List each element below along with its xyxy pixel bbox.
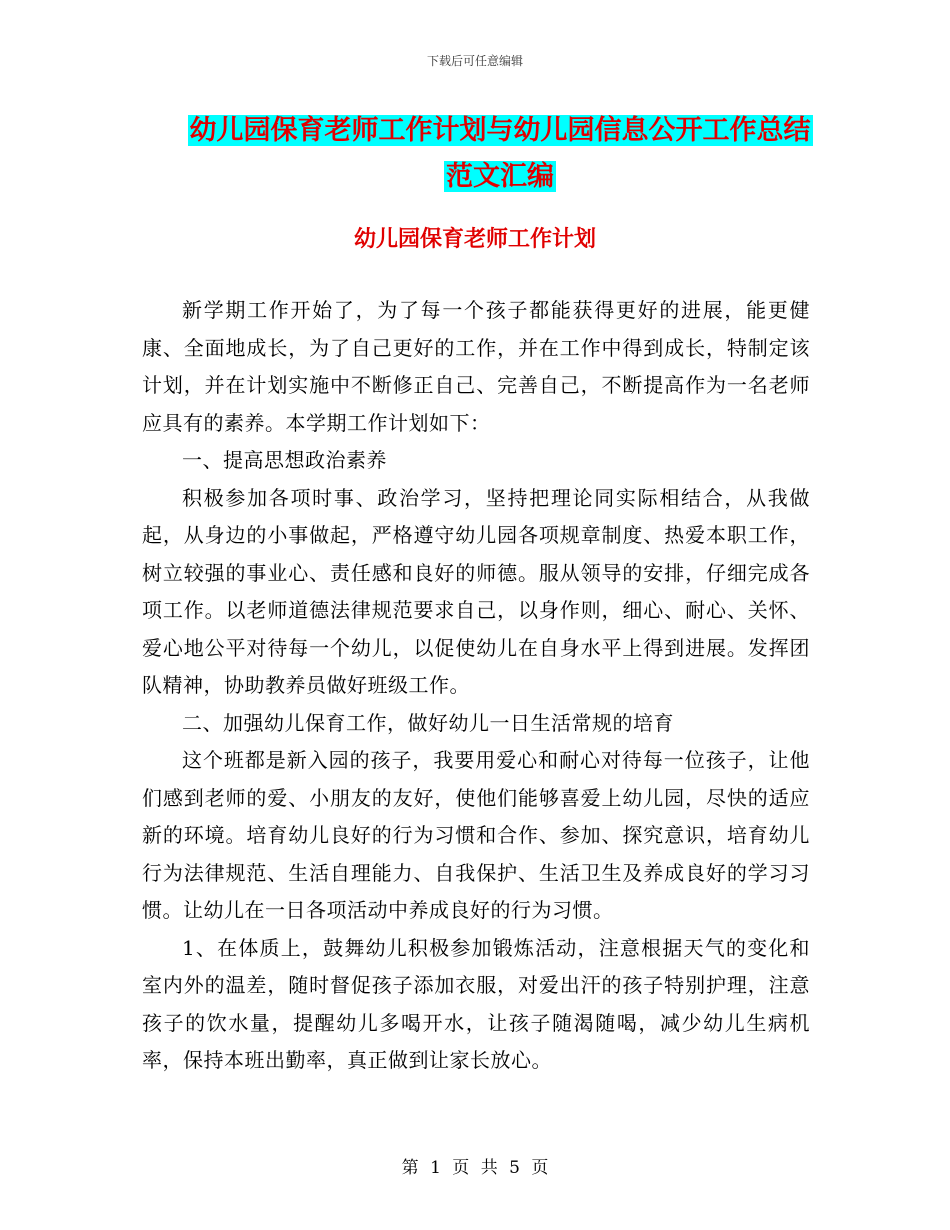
section-title: 幼儿园保育老师工作计划 <box>353 227 596 252</box>
paragraph-1: 积极参加各项时事、政治学习，坚持把理论同实际相结合，从我做起，从身边的小事做起，严格遵守幼儿园各项规章制度、热爱本职工作，树立较强的事业心、责任感和良好的师德。服从领导的安排，仔细完成各项工作。以老师道德法律规范要求自己，以身作则，细心、耐心、关怀、爱心地公平对待每一个幼儿，以促使幼儿在自身水平上得到进展。发挥团队精神，协助教养员做好班级工作。 <box>142 485 810 697</box>
page-number: 第 1 页 共 5 页 <box>401 1158 549 1178</box>
document-title <box>160 108 840 200</box>
header-note: 下载后可任意编辑 <box>426 54 523 68</box>
heading-1: 一、提高思想政治素养 <box>182 448 387 472</box>
document-title-line-1: 幼儿园保育老师工作计划与幼儿园信息公开工作总结 <box>189 115 811 146</box>
heading-2: 二、加强幼儿保育工作，做好幼儿一日生活常规的培育 <box>182 710 674 735</box>
document-body <box>142 292 810 1080</box>
paragraph-intro: 新学期工作开始了，为了每一个孩子都能获得更好的进展，能更健康、全面地成长，为了自己更好的工作，并在工作中得到成长，特制定该计划，并在计划实施中不断修正自己、完善自己，不断提高作为一名老师应具有的素养。本学期工作计划如下： <box>142 298 810 435</box>
document-title-line-2: 范文汇编 <box>446 161 554 192</box>
paragraph-2: 这个班都是新入园的孩子，我要用爱心和耐心对待每一位孩子，让他们感到老师的爱、小朋友的友好，使他们能够喜爱上幼儿园，尽快的适应新的环境。培育幼儿良好的行为习惯和合作、参加、探究意识，培育幼儿行为法律规范、生活自理能力、自我保护、生活卫生及养成良好的学习习惯。让幼儿在一日各项活动中养成良好的行为习惯。 <box>142 748 810 922</box>
paragraph-3: 1、在体质上，鼓舞幼儿积极参加锻炼活动，注意根据天气的变化和室内外的温差，随时督促孩子添加衣服，对爱出汗的孩子特别护理，注意孩子的饮水量，提醒幼儿多喝开水，让孩子随渴随喝，减少幼儿生病机率，保持本班出勤率，真正做到让家长放心。 <box>142 935 810 1072</box>
